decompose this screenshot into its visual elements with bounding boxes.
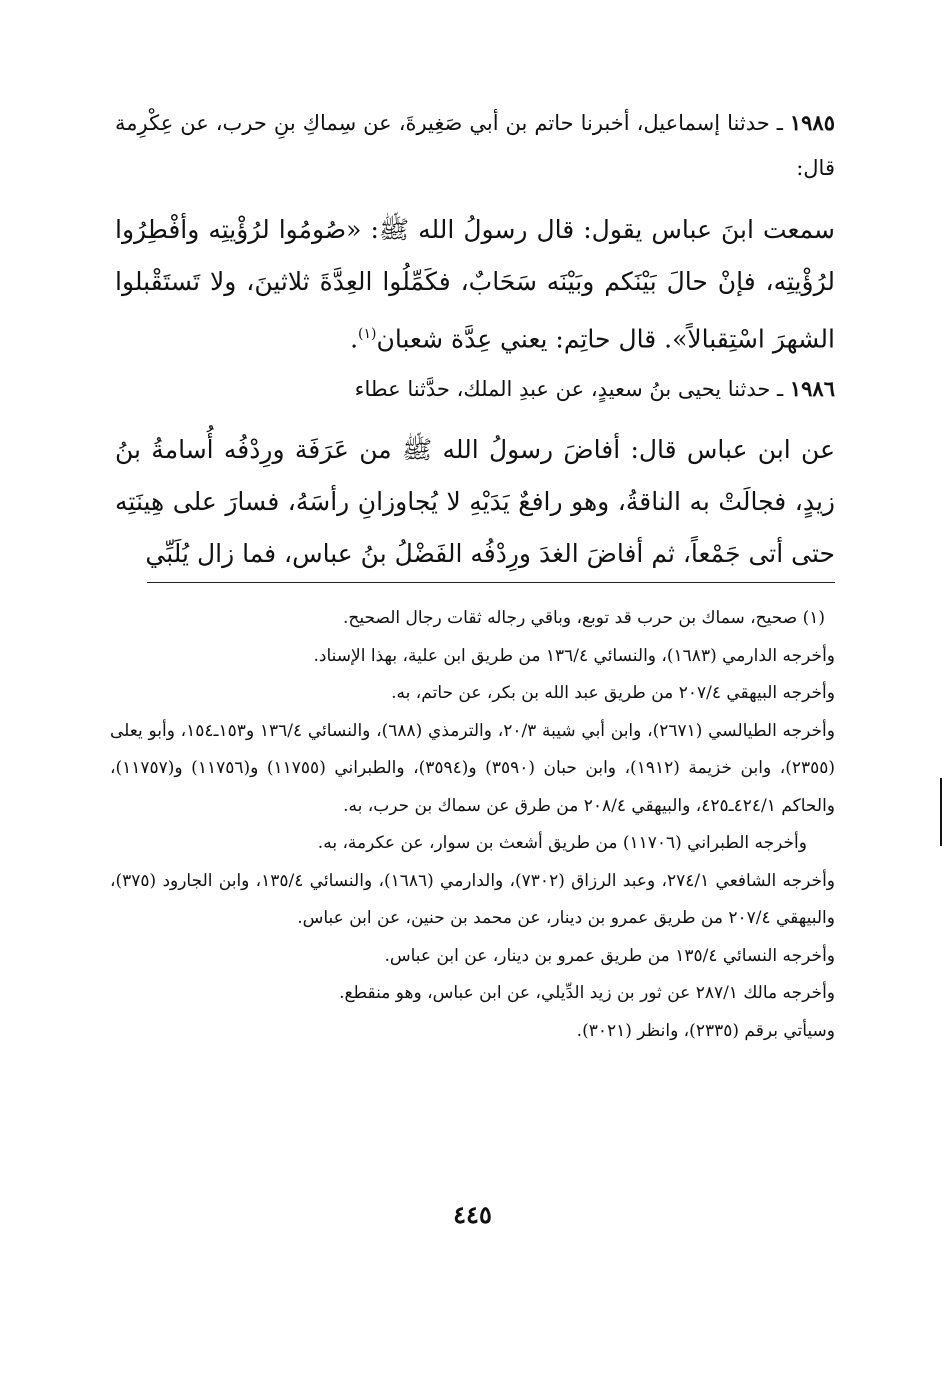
- hadith-1985-isnad: [115, 100, 835, 191]
- matn-text: سمعت ابنَ عباس يقول: قال رسولُ الله ﷺ: «صُومُوا لرُؤْيتِه وأفْطِرُوا لرُؤْيتِه، فإنْ حالَ بَيْنَكم وبَيْنَه سَحَابٌ، فكَمِّلُوا العِدَّةَ ثلاثينَ، ولا تَستَقْبلوا الشهرَ اسْتِقبالاً». قال حاتِم: يعني عِدَّة شعبان: [115, 215, 835, 354]
- footnote-line: وأخرجه الطبراني (١١٧٠٦) من طريق أشعث بن سوار، عن عكرمة، به.: [317, 833, 807, 853]
- isnad-text: ـ حدثنا إسماعيل، أخبرنا حاتم بن أبي صَغِيرةَ، عن سِماكِ بنِ حرب، عن عِكْرِمة قال:: [115, 111, 835, 180]
- footnote-line: وأخرجه الشافعي ٢٧٤/١، وعبد الرزاق (٧٣٠٢)، والدارمي (١٦٨٦)، والنسائي ١٣٥/٤، وابن الجارود (٣٧٥)، والبيهقي ٢٠٧/٤ من طريق عمرو بن دينار، عن محمد بن حنين، عن ابن عباس.: [110, 870, 835, 928]
- footnote-line: وسيأتي برقم (٢٣٣٥)، وانظر (٣٠٢١).: [576, 1020, 835, 1041]
- matn-text: عن ابن عباس قال: أفاضَ رسولُ الله ﷺ من عَرَفَة ورِدْفُه أُسامةُ بنُ زيدٍ، فجالَتْ به الناقةُ، وهو رافعٌ يَدَيْهِ لا يُجاوزانِ رأسَهُ، فسارَ على هِينَتِه حتى أتى جَمْعاً، ثم أفاضَ الغدَ ورِدْفُه الفَضْلُ بنُ عباس، فما زال يُلَبِّي: [115, 435, 835, 568]
- scan-margin-mark: [940, 778, 942, 846]
- footnote-reference[interactable]: (١): [358, 326, 377, 342]
- footnote-line: وأخرجه النسائي ١٣٥/٤ من طريق عمرو بن دينار، عن ابن عباس.: [384, 945, 835, 966]
- footnote-line: (١) صحيح، سماك بن حرب قد توبع، وباقي رجاله ثقات رجال الصحيح.: [342, 608, 825, 628]
- footnotes: [110, 600, 835, 1050]
- page-number: ٤٤٥: [453, 1200, 492, 1229]
- isnad-text: ـ حدثنا يحيى بنُ سعيدٍ، عن عبدِ الملك، حدَّثنا عطاء: [354, 377, 790, 401]
- footnote-separator: [147, 582, 835, 583]
- hadith-1986-matn: [115, 424, 835, 580]
- hadith-number: ١٩٨٥: [789, 110, 835, 135]
- footnote-line: وأخرجه البيهقي ٢٠٧/٤ من طريق عبد الله بن بكر، عن حاتم، به.: [391, 683, 835, 703]
- hadith-number: ١٩٨٦: [789, 376, 835, 401]
- hadith-1985-matn: سمعت ابنَ عباس يقول: قال رسولُ الله ﷺ: «صُومُوا لرُؤْيتِه وأفْطِرُوا لرُؤْيتِه، فإنْ حالَ بَيْنَكم وبَيْنَه سَحَابٌ، فكَمِّلُوا العِدَّةَ ثلاثينَ، ولا تَستَقْبلوا الشهرَ اسْتِقبالاً». قال حاتِم: يعني عِدَّة شعبان$^{(١)}$.: [115, 215, 835, 354]
- footnote-line: وأخرجه الدارمي (١٦٨٣)، والنسائي ١٣٦/٤ من طريق ابن علية، بهذا الإسناد.: [313, 645, 835, 666]
- footnote-line: وأخرجه مالك ٢٨٧/١ عن ثور بن زيد الدِّيلي، عن ابن عباس، وهو منقطع.: [339, 983, 835, 1003]
- footnote-line: وأخرجه الطيالسي (٢٦٧١)، وابن أبي شيبة ٢٠/٣، والترمذي (٦٨٨)، والنسائي ١٣٦/٤ و١٥٣ـ١٥٤، وأبو يعلى (٢٣٥٥)، وابن خزيمة (١٩١٢)، وابن حبان (٣٥٩٠) و(٣٥٩٤)، والطبراني (١١٧٥٥) و(١١٧٥٦) و(١١٧٥٧)، والحاكم ٤٢٤/١ـ٤٢٥، والبيهقي ٢٠٨/٤ من طرق عن سماك بن حرب، به.: [110, 720, 835, 816]
- hadith-1986-isnad: [115, 366, 835, 412]
